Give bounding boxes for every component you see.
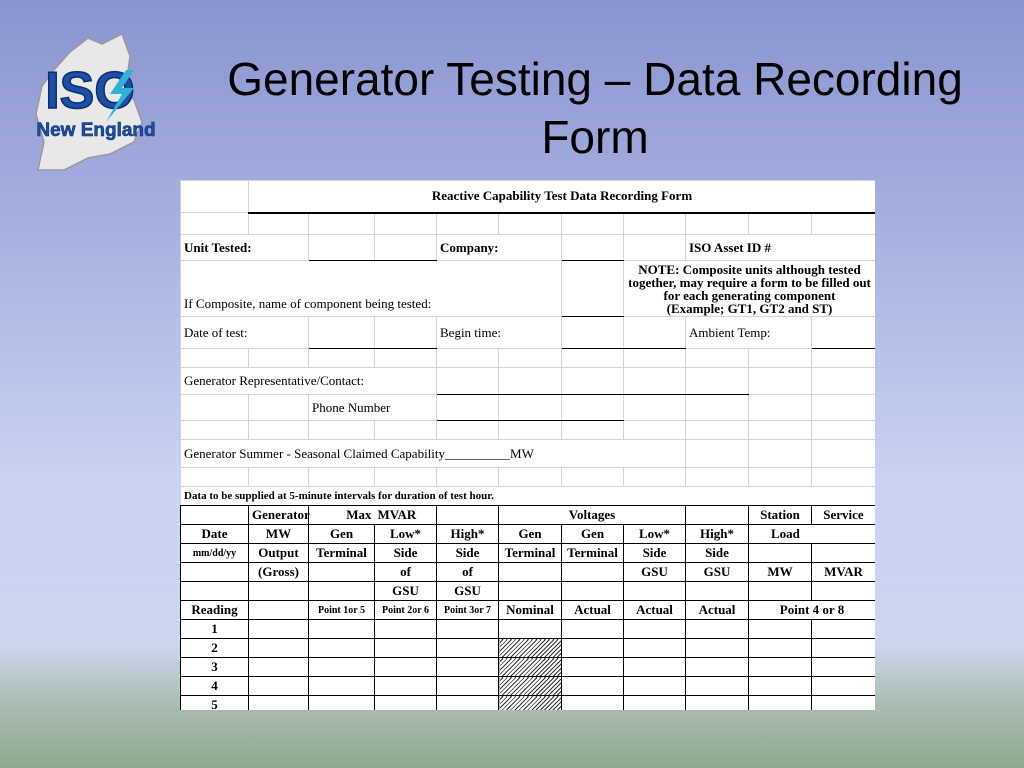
- header-high: High*: [437, 525, 499, 544]
- note-line: together, may require a form to be filled out: [628, 274, 871, 290]
- note-line: for each generating component: [663, 287, 836, 303]
- generator-rep-label: Generator Representative/Contact:: [181, 368, 437, 395]
- header-high-2: High*: [686, 525, 749, 544]
- data-cell[interactable]: [812, 620, 876, 639]
- header-gross: (Gross): [249, 563, 309, 582]
- data-cell[interactable]: [624, 677, 686, 696]
- header-low-2: Low*: [624, 525, 686, 544]
- header-of-2: of: [437, 563, 499, 582]
- iso-asset-id-label: ISO Asset ID #: [686, 235, 876, 261]
- data-cell[interactable]: [686, 696, 749, 711]
- data-cell[interactable]: [562, 677, 624, 696]
- phone-number-label: Phone Number: [309, 395, 437, 421]
- data-cell[interactable]: [249, 658, 309, 677]
- header-actual-3: Actual: [686, 601, 749, 620]
- composite-note: [624, 261, 876, 317]
- reading-number: 2: [181, 639, 249, 658]
- data-cell[interactable]: [686, 677, 749, 696]
- header-side-4: Side: [686, 544, 749, 563]
- unit-tested-field[interactable]: [309, 235, 375, 261]
- data-cell[interactable]: [686, 658, 749, 677]
- table-row: [181, 658, 876, 677]
- data-cell[interactable]: [624, 620, 686, 639]
- header-load: Load: [749, 525, 876, 544]
- header-max: Max: [309, 506, 375, 525]
- phone-number-field[interactable]: [437, 395, 499, 421]
- data-cell[interactable]: [249, 696, 309, 711]
- data-cell[interactable]: [749, 696, 812, 711]
- header-mmddyy: mm/dd/yy: [181, 544, 249, 563]
- data-cell[interactable]: [749, 620, 812, 639]
- iso-new-england-logo: [30, 30, 160, 175]
- header-nominal: Nominal: [499, 601, 562, 620]
- reading-number: 5: [181, 696, 249, 711]
- date-of-test-field[interactable]: [309, 317, 375, 349]
- data-cell[interactable]: [309, 677, 375, 696]
- header-reading: Reading: [181, 601, 249, 620]
- header-service: Service: [812, 506, 876, 525]
- data-cell[interactable]: [812, 658, 876, 677]
- data-cell[interactable]: [309, 620, 375, 639]
- data-cell[interactable]: [309, 658, 375, 677]
- data-cell[interactable]: [624, 658, 686, 677]
- data-cell[interactable]: [437, 696, 499, 711]
- data-cell[interactable]: [562, 658, 624, 677]
- interval-note: Data to be supplied at 5-minute intervals for duration of test hour.: [181, 487, 876, 506]
- data-cell[interactable]: [562, 620, 624, 639]
- table-row: [181, 677, 876, 696]
- header-of: of: [375, 563, 437, 582]
- header-gsu-b: GSU: [437, 582, 499, 601]
- header-actual-1: Actual: [562, 601, 624, 620]
- note-line: NOTE: Composite units although tested: [638, 261, 861, 277]
- ambient-temp-field[interactable]: [812, 317, 876, 349]
- header-low: Low*: [375, 525, 437, 544]
- data-cell[interactable]: [749, 658, 812, 677]
- slide-title-line-2: Form: [541, 111, 649, 163]
- begin-time-label: Begin time:: [437, 317, 562, 349]
- header-mvar: MVAR: [375, 506, 437, 525]
- data-cell[interactable]: [375, 658, 437, 677]
- slide-title: [170, 50, 1020, 166]
- reading-number: 1: [181, 620, 249, 639]
- header-side: Side: [375, 544, 437, 563]
- header-gsu-d: GSU: [686, 563, 749, 582]
- svg-text:New England: New England: [36, 120, 156, 141]
- begin-time-field[interactable]: [562, 317, 624, 349]
- hatched-cell: [499, 677, 562, 696]
- header-generator: Generator: [249, 506, 309, 525]
- data-cell[interactable]: [249, 620, 309, 639]
- ambient-temp-label: Ambient Temp:: [686, 317, 812, 349]
- data-cell[interactable]: [686, 639, 749, 658]
- company-label: Company:: [437, 235, 562, 261]
- data-cell[interactable]: [812, 696, 876, 711]
- data-cell[interactable]: [249, 639, 309, 658]
- data-cell[interactable]: [562, 696, 624, 711]
- composite-label: If Composite, name of component being tested:: [181, 261, 562, 317]
- header-gsu-a: GSU: [375, 582, 437, 601]
- data-cell[interactable]: [437, 639, 499, 658]
- data-cell[interactable]: [624, 639, 686, 658]
- data-cell[interactable]: [375, 620, 437, 639]
- header-point-4: Point 4 or 8: [749, 601, 876, 620]
- data-cell[interactable]: [749, 639, 812, 658]
- table-row: [181, 639, 876, 658]
- header-point-1: Point 1or 5: [309, 601, 375, 620]
- data-cell[interactable]: [562, 639, 624, 658]
- header-gen: Gen: [309, 525, 375, 544]
- data-cell[interactable]: [812, 677, 876, 696]
- composite-field[interactable]: [562, 261, 624, 317]
- data-cell[interactable]: [375, 639, 437, 658]
- header-mw: MW: [249, 525, 309, 544]
- table-row: [181, 696, 876, 711]
- header-mvar-2: MVAR: [812, 563, 876, 582]
- claimed-capability-label: Generator Summer - Seasonal Claimed Capability__________MW: [181, 440, 686, 468]
- header-side-3: Side: [624, 544, 686, 563]
- data-cell[interactable]: [437, 677, 499, 696]
- hatched-cell: [499, 639, 562, 658]
- data-cell[interactable]: [437, 658, 499, 677]
- header-point-2: Point 2or 6: [375, 601, 437, 620]
- data-cell[interactable]: [749, 677, 812, 696]
- date-of-test-label: Date of test:: [181, 317, 309, 349]
- header-side-2: Side: [437, 544, 499, 563]
- svg-text:ISO: ISO: [45, 62, 135, 120]
- header-gsu-c: GSU: [624, 563, 686, 582]
- header-output: Output: [249, 544, 309, 563]
- generator-rep-field[interactable]: [437, 368, 499, 395]
- data-cell[interactable]: [309, 696, 375, 711]
- header-terminal-2: Terminal: [499, 544, 562, 563]
- hatched-cell: [499, 658, 562, 677]
- header-terminal-3: Terminal: [562, 544, 624, 563]
- table-row: [181, 620, 876, 639]
- header-voltages: Voltages: [499, 506, 686, 525]
- header-date: Date: [181, 525, 249, 544]
- data-cell[interactable]: [686, 620, 749, 639]
- header-actual-2: Actual: [624, 601, 686, 620]
- unit-tested-label: Unit Tested:: [181, 235, 309, 261]
- data-cell[interactable]: [624, 696, 686, 711]
- reading-number: 4: [181, 677, 249, 696]
- form-title: Reactive Capability Test Data Recording Form: [249, 181, 876, 213]
- company-field[interactable]: [562, 235, 624, 261]
- data-cell[interactable]: [499, 620, 562, 639]
- header-mw-2: MW: [749, 563, 812, 582]
- data-cell[interactable]: [375, 696, 437, 711]
- header-point-3: Point 3or 7: [437, 601, 499, 620]
- header-station: Station: [749, 506, 812, 525]
- header-gen-2: Gen: [499, 525, 562, 544]
- data-cell[interactable]: [437, 620, 499, 639]
- data-cell[interactable]: [812, 639, 876, 658]
- reading-number: 3: [181, 658, 249, 677]
- hatched-cell: [499, 696, 562, 711]
- data-cell[interactable]: [249, 677, 309, 696]
- header-gen-3: Gen: [562, 525, 624, 544]
- note-line: (Example; GT1, GT2 and ST): [666, 300, 833, 316]
- recording-form-sheet: [180, 180, 875, 710]
- header-terminal: Terminal: [309, 544, 375, 563]
- data-cell[interactable]: [375, 677, 437, 696]
- form-table: [180, 180, 875, 710]
- slide-title-line-1: Generator Testing – Data Recording: [227, 53, 963, 105]
- data-cell[interactable]: [309, 639, 375, 658]
